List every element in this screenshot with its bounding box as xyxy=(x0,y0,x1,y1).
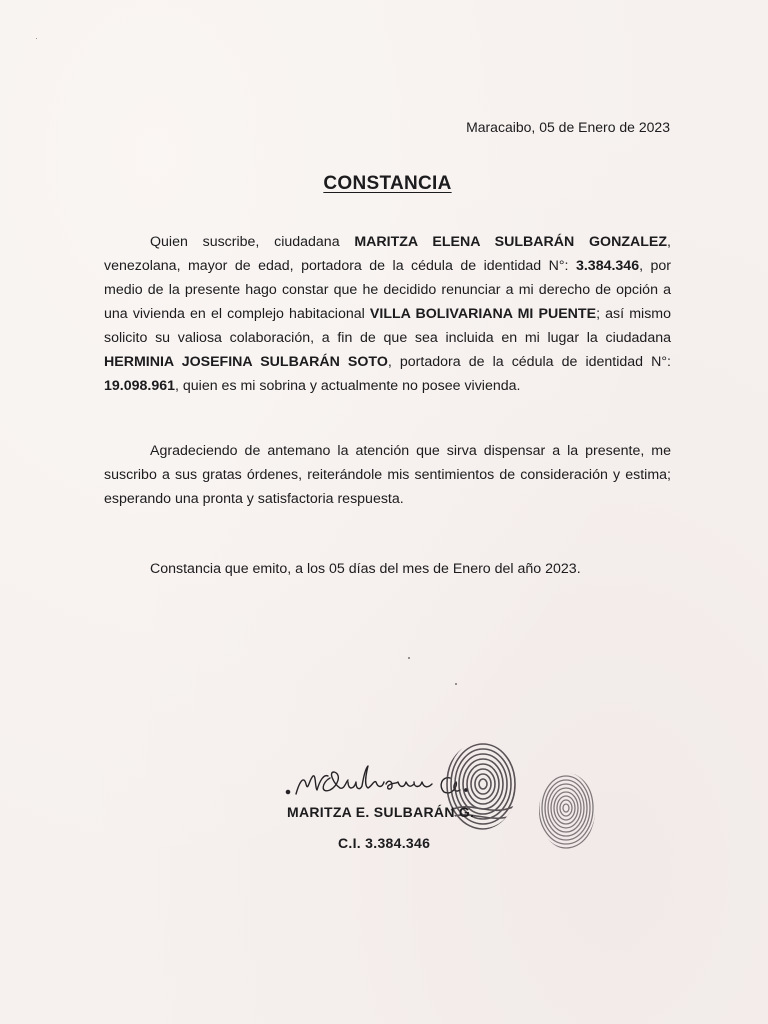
p1-text-5: , portadora de la cédula de identidad N°: xyxy=(387,354,671,370)
signer-id-number: C.I. 3.384.346 xyxy=(338,835,431,851)
signer-name: MARITZA E. SULBARÁN G. xyxy=(287,804,475,820)
paragraph-2 xyxy=(104,439,671,511)
paragraph-3 xyxy=(104,557,671,581)
p1-bold-beneficiary: HERMINIA JOSEFINA SULBARÁN SOTO xyxy=(104,354,388,370)
scan-speck xyxy=(408,657,410,659)
scan-speck xyxy=(36,38,37,39)
p1-bold-name: MARITZA ELENA SULBARÁN GONZALEZ xyxy=(354,234,668,250)
paragraph-3-text: Constancia que emito, a los 05 días del mes de Enero del año 2023. xyxy=(150,561,581,577)
p1-text-4: ; así mismo solicito su valiosa colaboración, a fin de que sea incluida en mi lugar la ciudadana xyxy=(104,306,671,346)
scan-speck xyxy=(455,683,457,685)
p1-bold-complex: VILLA BOLIVARIANA MI PUENTE xyxy=(369,306,597,322)
date-line: Maracaibo, 05 de Enero de 2023 xyxy=(466,119,670,135)
p1-text-3: , por medio de la presente hago constar que he decidido renunciar a mi derecho de opción a una vivienda en el complejo habitacional xyxy=(104,258,672,322)
paragraph-2-text: Agradeciendo de antemano la atención que sirva dispensar a la presente, me suscribo a sus gratas órdenes, reiterándole mis sentimientos de consideración y estima; esperando una pronta y satisfactoria respuesta. xyxy=(104,443,671,507)
fingerprint-right xyxy=(536,770,598,852)
document-title: CONSTANCIA xyxy=(323,173,452,194)
p1-text-2: , venezolana, mayor de edad, portadora de la cédula de identidad N°: xyxy=(104,234,671,274)
p1-bold-id: 3.384.346 xyxy=(575,258,640,274)
p1-text-1: Quien suscribe, ciudadana xyxy=(150,234,355,250)
p1-text-6: , quien es mi sobrina y actualmente no posee vivienda. xyxy=(175,378,521,394)
p1-bold-beneficiary-id: 19.098.961 xyxy=(104,378,176,394)
paragraph-1 xyxy=(104,230,671,398)
